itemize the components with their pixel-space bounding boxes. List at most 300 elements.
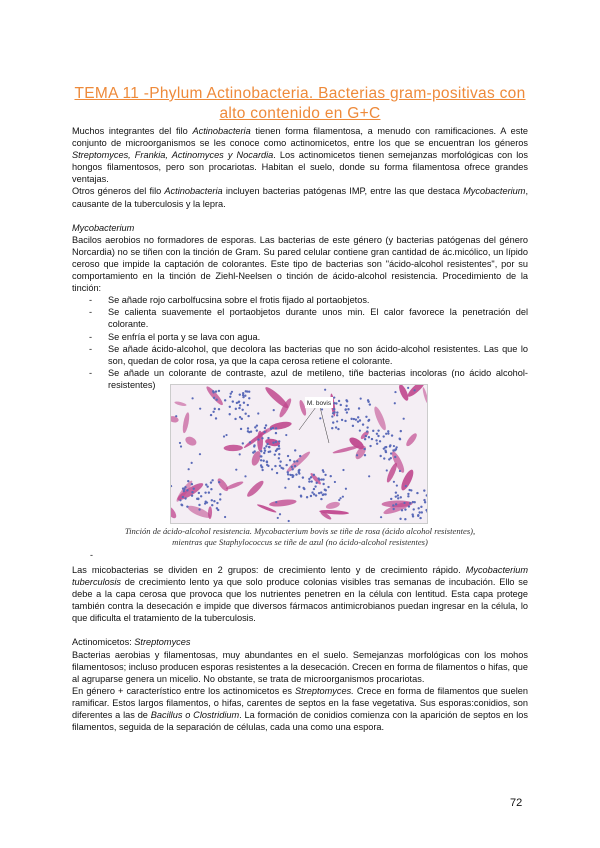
coccus-mark bbox=[404, 508, 406, 510]
coccus-mark bbox=[418, 511, 420, 513]
coccus-mark bbox=[298, 486, 300, 488]
coccus-mark bbox=[421, 511, 423, 513]
coccus-mark bbox=[265, 445, 267, 447]
coccus-mark bbox=[383, 457, 385, 459]
coccus-mark bbox=[345, 405, 347, 407]
coccus-mark bbox=[334, 481, 336, 483]
coccus-mark bbox=[313, 488, 315, 490]
coccus-mark bbox=[239, 393, 241, 395]
coccus-mark bbox=[423, 489, 425, 491]
coccus-mark bbox=[356, 454, 358, 456]
list-item: - Se añade ácido-alcohol, que decolora las bacterias que no son ácido-alcohol resistentes. Las que lo son, quedan de color rosa, ya que la capa cerosa retiene el colorante. bbox=[72, 343, 528, 367]
coccus-mark bbox=[353, 418, 355, 420]
coccus-mark bbox=[336, 420, 338, 422]
coccus-mark bbox=[188, 468, 190, 470]
coccus-mark bbox=[395, 495, 397, 497]
coccus-mark bbox=[350, 418, 352, 420]
coccus-mark bbox=[216, 502, 218, 504]
coccus-mark bbox=[192, 487, 194, 489]
italic-text: Streptomyces. bbox=[295, 685, 354, 696]
coccus-mark bbox=[333, 396, 335, 398]
coccus-mark bbox=[234, 418, 236, 420]
coccus-mark bbox=[253, 445, 255, 447]
coccus-mark bbox=[347, 408, 349, 410]
coccus-mark bbox=[395, 491, 397, 493]
coccus-mark bbox=[204, 503, 206, 505]
coccus-mark bbox=[278, 445, 280, 447]
coccus-mark bbox=[310, 495, 312, 497]
coccus-mark bbox=[376, 443, 378, 445]
coccus-mark bbox=[206, 485, 208, 487]
coccus-mark bbox=[315, 494, 317, 496]
coccus-mark bbox=[399, 470, 401, 472]
coccus-mark bbox=[352, 425, 354, 427]
page-number: 72 bbox=[510, 797, 523, 809]
coccus-mark bbox=[287, 478, 289, 480]
coccus-mark bbox=[339, 497, 341, 499]
coccus-mark bbox=[270, 428, 272, 430]
coccus-mark bbox=[287, 473, 289, 475]
coccus-mark bbox=[394, 448, 396, 450]
coccus-mark bbox=[414, 389, 416, 391]
coccus-mark bbox=[310, 476, 312, 478]
coccus-mark bbox=[366, 426, 368, 428]
coccus-mark bbox=[231, 391, 233, 393]
coccus-mark bbox=[403, 418, 405, 420]
list-item: - Se enfría el porta y se lava con agua. bbox=[72, 331, 528, 343]
coccus-mark bbox=[183, 490, 185, 492]
coccus-mark bbox=[235, 469, 237, 471]
coccus-mark bbox=[252, 451, 254, 453]
coccus-mark bbox=[244, 395, 246, 397]
coccus-mark bbox=[213, 500, 215, 502]
coccus-mark bbox=[306, 496, 308, 498]
coccus-mark bbox=[416, 492, 418, 494]
coccus-mark bbox=[199, 453, 201, 455]
coccus-mark bbox=[395, 503, 397, 505]
coccus-mark bbox=[296, 460, 298, 462]
actino-paragraph bbox=[72, 649, 528, 685]
coccus-mark bbox=[320, 498, 322, 500]
coccus-mark bbox=[316, 482, 318, 484]
coccus-mark bbox=[180, 445, 182, 447]
coccus-mark bbox=[218, 390, 220, 392]
coccus-mark bbox=[369, 445, 371, 447]
coccus-mark bbox=[400, 496, 402, 498]
text-run: En género + característico entre los actinomicetos es bbox=[72, 685, 296, 696]
coccus-mark bbox=[360, 398, 362, 400]
coccus-mark bbox=[261, 466, 263, 468]
coccus-mark bbox=[225, 434, 227, 436]
coccus-mark bbox=[285, 434, 287, 436]
coccus-mark bbox=[341, 419, 343, 421]
coccus-mark bbox=[392, 508, 394, 510]
coccus-mark bbox=[322, 494, 324, 496]
coccus-mark bbox=[313, 474, 315, 476]
coccus-mark bbox=[263, 447, 265, 449]
coccus-mark bbox=[187, 480, 189, 482]
coccus-mark bbox=[184, 497, 186, 499]
text-run: tienen forma filamentosa, a menudo con ramificaciones. A este conjunto de microorganismos se les conoce como actinomicetos, entre los que se encuentran los géneros bbox=[72, 126, 528, 149]
coccus-mark bbox=[357, 416, 359, 418]
coccus-mark bbox=[393, 445, 395, 447]
list-item: - Se calienta suavemente el portaobjetos durante unos min. El calor favorece la penetración del colorante. bbox=[72, 306, 528, 330]
coccus-mark bbox=[376, 433, 378, 435]
coccus-mark bbox=[294, 449, 296, 451]
coccus-mark bbox=[218, 408, 220, 410]
groups-paragraph bbox=[72, 564, 528, 624]
coccus-mark bbox=[332, 412, 334, 414]
coccus-mark bbox=[244, 475, 246, 477]
coccus-mark bbox=[320, 491, 322, 493]
coccus-mark bbox=[331, 415, 333, 417]
text-run: Muchos integrantes del filo bbox=[72, 126, 193, 136]
coccus-mark bbox=[368, 436, 370, 438]
coccus-mark bbox=[211, 479, 213, 481]
coccus-mark bbox=[199, 408, 201, 410]
coccus-mark bbox=[229, 413, 231, 415]
coccus-mark bbox=[383, 447, 385, 449]
coccus-mark bbox=[342, 469, 344, 471]
coccus-mark bbox=[274, 453, 276, 455]
coccus-mark bbox=[358, 407, 360, 409]
coccus-mark bbox=[292, 475, 294, 477]
coccus-mark bbox=[215, 390, 217, 392]
coccus-mark bbox=[256, 429, 258, 431]
coccus-mark bbox=[275, 432, 277, 434]
coccus-mark bbox=[247, 430, 249, 432]
coccus-mark bbox=[268, 446, 270, 448]
coccus-mark bbox=[392, 504, 394, 506]
coccus-mark bbox=[224, 399, 226, 401]
coccus-mark bbox=[278, 457, 280, 459]
coccus-mark bbox=[280, 467, 282, 469]
coccus-mark bbox=[279, 465, 281, 467]
coccus-mark bbox=[214, 408, 216, 410]
coccus-mark bbox=[302, 476, 304, 478]
coccus-mark bbox=[241, 409, 243, 411]
coccus-mark bbox=[408, 505, 410, 507]
coccus-mark bbox=[365, 435, 367, 437]
coccus-mark bbox=[344, 420, 346, 422]
coccus-mark bbox=[247, 427, 249, 429]
coccus-mark bbox=[191, 462, 193, 464]
coccus-mark bbox=[266, 461, 268, 463]
coccus-mark bbox=[196, 498, 198, 500]
coccus-mark bbox=[287, 471, 289, 473]
coccus-mark bbox=[386, 469, 388, 471]
coccus-mark bbox=[324, 389, 326, 391]
coccus-mark bbox=[205, 484, 207, 486]
coccus-mark bbox=[382, 435, 384, 437]
coccus-mark bbox=[321, 408, 323, 410]
coccus-mark bbox=[384, 450, 386, 452]
coccus-mark bbox=[389, 444, 391, 446]
coccus-mark bbox=[390, 457, 392, 459]
coccus-mark bbox=[191, 495, 193, 497]
section-heading-mycobacterium: Mycobacterium bbox=[72, 222, 135, 233]
coccus-mark bbox=[390, 498, 392, 500]
coccus-mark bbox=[393, 481, 395, 483]
coccus-mark bbox=[244, 413, 246, 415]
text-run: incluyen bacterias patógenas IMP, entre las que destaca bbox=[222, 186, 464, 197]
coccus-mark bbox=[215, 398, 217, 400]
coccus-mark bbox=[184, 486, 186, 488]
italic-text: Streptomyces bbox=[134, 637, 191, 648]
coccus-mark bbox=[413, 501, 415, 503]
coccus-mark bbox=[247, 404, 249, 406]
coccus-mark bbox=[375, 439, 377, 441]
coccus-mark bbox=[409, 502, 411, 504]
italic-text: Actinobacteria bbox=[192, 126, 251, 136]
coccus-mark bbox=[364, 438, 366, 440]
coccus-mark bbox=[235, 408, 237, 410]
coccus-mark bbox=[338, 499, 340, 501]
coccus-mark bbox=[391, 434, 393, 436]
coccus-mark bbox=[260, 455, 262, 457]
list-item: - Se añade un colorante de contraste, azul de metileno, tiñe bacterias incoloras (no ácido alcohol-resistentes) bbox=[72, 367, 528, 391]
coccus-mark bbox=[403, 502, 405, 504]
coccus-mark bbox=[327, 486, 329, 488]
coccus-mark bbox=[262, 460, 264, 462]
coccus-mark bbox=[367, 420, 369, 422]
coccus-mark bbox=[365, 416, 367, 418]
text-run: de crecimiento lento ya que solo produce colonias visibles tras semanas de incubación. Ello se debe a la capa cerosa que provoca que los nutrientes penetren en la célula con lentitud. Esta capa protege también contra la desecación e impide que diversos fármacos antimicrobianos puedan ingresar en la célula, lo que dificulta el tratamiento de la tuberculosis. bbox=[72, 577, 528, 624]
text-run: . Los actinomicetos tienen semejanzas morfológicas con los hongos filamentosos, pero son procariotas. Habitan el suelo, donde su forma filamentosa ofrece grandes ventajas. bbox=[72, 150, 528, 185]
coccus-mark bbox=[179, 499, 181, 501]
coccus-mark bbox=[212, 411, 214, 413]
coccus-mark bbox=[322, 478, 324, 480]
coccus-mark bbox=[407, 495, 409, 497]
coccus-mark bbox=[239, 404, 241, 406]
coccus-mark bbox=[239, 453, 241, 455]
coccus-mark bbox=[298, 471, 300, 473]
coccus-mark bbox=[263, 431, 265, 433]
coccus-mark bbox=[191, 491, 193, 493]
coccus-mark bbox=[408, 489, 410, 491]
coccus-mark bbox=[363, 448, 365, 450]
coccus-mark bbox=[275, 501, 277, 503]
coccus-mark bbox=[175, 415, 177, 417]
coccus-mark bbox=[186, 505, 188, 507]
coccus-mark bbox=[238, 400, 240, 402]
coccus-mark bbox=[257, 438, 259, 440]
coccus-mark bbox=[215, 417, 217, 419]
coccus-mark bbox=[322, 471, 324, 473]
coccus-mark bbox=[303, 488, 305, 490]
coccus-mark bbox=[397, 494, 399, 496]
coccus-mark bbox=[322, 483, 324, 485]
coccus-mark bbox=[213, 397, 215, 399]
coccus-mark bbox=[277, 517, 279, 519]
coccus-mark bbox=[355, 418, 357, 420]
coccus-mark bbox=[272, 442, 274, 444]
coccus-mark bbox=[371, 438, 373, 440]
coccus-mark bbox=[275, 427, 277, 429]
coccus-mark bbox=[335, 426, 337, 428]
coccus-mark bbox=[368, 475, 370, 477]
coccus-mark bbox=[289, 474, 291, 476]
coccus-mark bbox=[242, 442, 244, 444]
coccus-mark bbox=[366, 430, 368, 432]
coccus-mark bbox=[324, 474, 326, 476]
coccus-mark bbox=[387, 432, 389, 434]
coccus-mark bbox=[407, 493, 409, 495]
coccus-mark bbox=[238, 407, 240, 409]
coccus-mark bbox=[242, 394, 244, 396]
coccus-mark bbox=[379, 440, 381, 442]
coccus-mark bbox=[279, 513, 281, 515]
coccus-mark bbox=[377, 429, 379, 431]
micrograph-image bbox=[170, 384, 428, 524]
coccus-mark bbox=[287, 455, 289, 457]
coccus-mark bbox=[265, 424, 267, 426]
micrograph-drawing bbox=[171, 385, 427, 523]
coccus-mark bbox=[243, 402, 245, 404]
body-bottom bbox=[72, 564, 528, 733]
body-top bbox=[72, 125, 528, 391]
actino-paragraph bbox=[72, 685, 528, 733]
coccus-mark bbox=[377, 435, 379, 437]
coccus-mark bbox=[357, 420, 359, 422]
coccus-mark bbox=[179, 442, 181, 444]
coccus-mark bbox=[261, 469, 263, 471]
coccus-mark bbox=[206, 501, 208, 503]
coccus-mark bbox=[200, 495, 202, 497]
coccus-mark bbox=[423, 499, 425, 501]
italic-text: Actinobacteria bbox=[164, 186, 223, 197]
coccus-mark bbox=[229, 406, 231, 408]
coccus-mark bbox=[291, 466, 293, 468]
coccus-mark bbox=[367, 401, 369, 403]
coccus-mark bbox=[236, 402, 238, 404]
intro-paragraph bbox=[72, 185, 528, 209]
coccus-mark bbox=[385, 446, 387, 448]
coccus-mark bbox=[311, 491, 313, 493]
italic-text: Streptomyces, Frankia, Actinomyces y Nocardia bbox=[72, 150, 274, 161]
coccus-mark bbox=[219, 493, 221, 495]
coccus-mark bbox=[289, 459, 291, 461]
coccus-mark bbox=[405, 485, 407, 487]
coccus-mark bbox=[217, 509, 219, 511]
coccus-mark bbox=[395, 446, 397, 448]
coccus-mark bbox=[210, 481, 212, 483]
coccus-mark bbox=[198, 492, 200, 494]
coccus-mark bbox=[263, 452, 265, 454]
coccus-mark bbox=[336, 414, 338, 416]
coccus-mark bbox=[419, 517, 421, 519]
text-run: Las micobacterias se dividen en 2 grupos: de crecimiento lento y de crecimiento rápido. bbox=[72, 565, 466, 575]
coccus-mark bbox=[313, 493, 315, 495]
coccus-mark bbox=[182, 496, 184, 498]
coccus-mark bbox=[198, 508, 200, 510]
coccus-mark bbox=[210, 488, 212, 490]
coccus-mark bbox=[396, 484, 398, 486]
coccus-mark bbox=[298, 469, 300, 471]
coccus-mark bbox=[232, 400, 234, 402]
coccus-mark bbox=[278, 453, 280, 455]
text-run: Crece en forma de filamentos que suelen ramificar. Estos largos filamentos, o hifas, carentes de septos en la fase vegetativa. Sus esporas:conidios, son diferentes a las de bbox=[72, 685, 528, 721]
coccus-mark bbox=[261, 437, 263, 439]
stray-dash: - bbox=[90, 550, 93, 560]
text-run: , causante de la tuberculosis y la lepra. bbox=[72, 186, 528, 209]
coccus-mark bbox=[271, 468, 273, 470]
list-item: - Se añade rojo carbolfucsina sobre el frotis fijado al portaobjetos. bbox=[72, 294, 528, 306]
coccus-mark bbox=[293, 460, 295, 462]
coccus-mark bbox=[219, 498, 221, 500]
coccus-mark bbox=[274, 465, 276, 467]
coccus-mark bbox=[379, 455, 381, 457]
coccus-mark bbox=[273, 409, 275, 411]
coccus-mark bbox=[249, 441, 251, 443]
coccus-mark bbox=[324, 489, 326, 491]
coccus-mark bbox=[288, 520, 290, 522]
intro-paragraph bbox=[72, 125, 528, 185]
coccus-mark bbox=[285, 464, 287, 466]
coccus-mark bbox=[318, 492, 320, 494]
coccus-mark bbox=[223, 435, 225, 437]
coccus-mark bbox=[208, 491, 210, 493]
coccus-mark bbox=[311, 480, 313, 482]
coccus-mark bbox=[346, 411, 348, 413]
coccus-mark bbox=[182, 487, 184, 489]
coccus-mark bbox=[295, 473, 297, 475]
coccus-mark bbox=[191, 397, 193, 399]
coccus-mark bbox=[198, 504, 200, 506]
coccus-mark bbox=[247, 415, 249, 417]
coccus-mark bbox=[362, 423, 364, 425]
coccus-mark bbox=[337, 428, 339, 430]
coccus-mark bbox=[291, 468, 293, 470]
text-run: . La formación de conidios comienza con la aparición de septos en los filamentos, seguida de la separación de células, cada una como una espora. bbox=[72, 710, 528, 733]
coccus-mark bbox=[372, 430, 374, 432]
coccus-mark bbox=[330, 475, 332, 477]
section-heading-actinomicetos bbox=[72, 636, 528, 648]
m-bovis-label: M. bovis bbox=[306, 400, 332, 407]
coccus-mark bbox=[267, 465, 269, 467]
coccus-mark bbox=[332, 421, 334, 423]
coccus-mark bbox=[279, 460, 281, 462]
coccus-mark bbox=[294, 465, 296, 467]
coccus-mark bbox=[404, 518, 406, 520]
coccus-mark bbox=[229, 396, 231, 398]
coccus-mark bbox=[424, 501, 426, 503]
coccus-mark bbox=[394, 391, 396, 393]
coccus-mark bbox=[400, 430, 402, 432]
coccus-mark bbox=[284, 487, 286, 489]
coccus-mark bbox=[342, 496, 344, 498]
coccus-mark bbox=[333, 402, 335, 404]
coccus-mark bbox=[417, 507, 419, 509]
italic-text: Mycobacterium bbox=[463, 186, 526, 197]
text-run: Actinomicetos: bbox=[72, 637, 135, 648]
coccus-mark bbox=[260, 450, 262, 452]
coccus-mark bbox=[191, 483, 193, 485]
coccus-mark bbox=[186, 489, 188, 491]
coccus-mark bbox=[299, 455, 301, 457]
coccus-mark bbox=[420, 506, 422, 508]
coccus-mark bbox=[397, 497, 399, 499]
coccus-mark bbox=[346, 400, 348, 402]
coccus-mark bbox=[212, 391, 214, 393]
coccus-mark bbox=[268, 451, 270, 453]
coccus-mark bbox=[300, 495, 302, 497]
coccus-mark bbox=[399, 518, 401, 520]
coccus-mark bbox=[338, 400, 340, 402]
coccus-mark bbox=[264, 450, 266, 452]
coccus-mark bbox=[276, 472, 278, 474]
coccus-mark bbox=[264, 427, 266, 429]
